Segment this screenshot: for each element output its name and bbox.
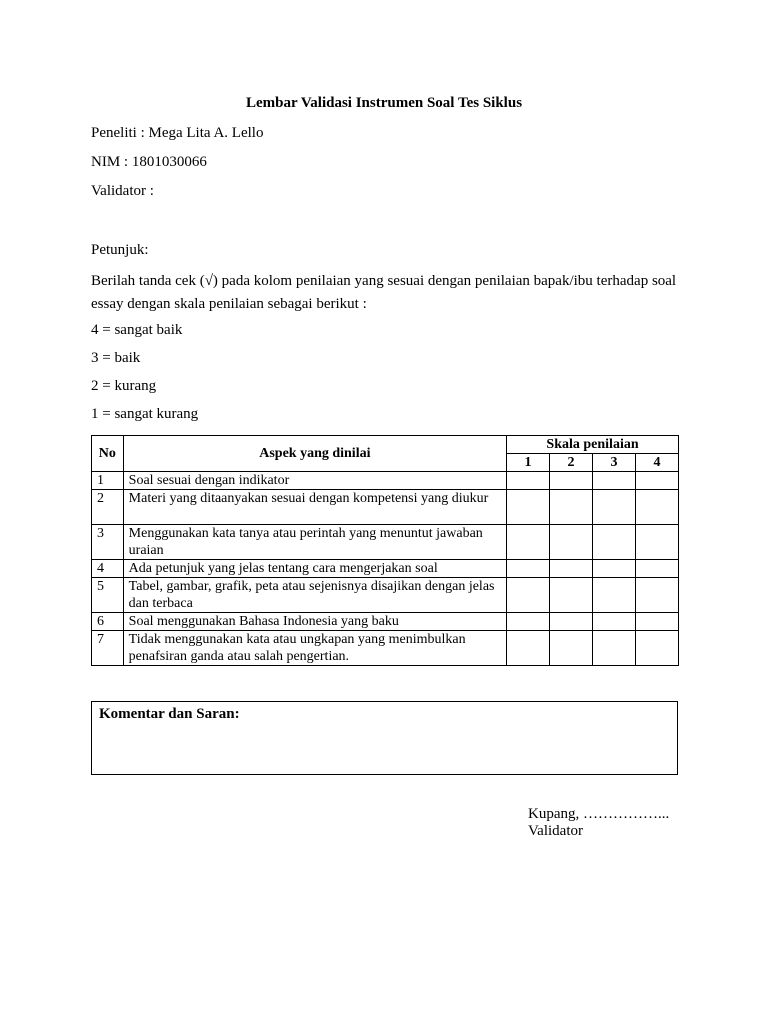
rating-cell-4[interactable] bbox=[635, 490, 678, 525]
validation-table bbox=[91, 435, 679, 666]
rating-cell-3[interactable] bbox=[592, 578, 635, 613]
scale-col-3: 3 bbox=[592, 454, 635, 472]
rating-cell-4[interactable] bbox=[635, 525, 678, 560]
rating-cell-4[interactable] bbox=[635, 578, 678, 613]
row-aspek: Menggunakan kata tanya atau perintah yang menuntut jawaban uraian bbox=[123, 525, 506, 560]
row-aspek: Ada petunjuk yang jelas tentang cara mengerjakan soal bbox=[123, 560, 506, 578]
row-no: 3 bbox=[92, 525, 124, 560]
rating-cell-2[interactable] bbox=[550, 613, 593, 631]
table-row bbox=[92, 613, 679, 631]
rating-cell-2[interactable] bbox=[550, 472, 593, 490]
rating-cell-3[interactable] bbox=[592, 631, 635, 666]
rating-cell-4[interactable] bbox=[635, 560, 678, 578]
rating-cell-2[interactable] bbox=[550, 525, 593, 560]
nim-line: NIM : 1801030066 bbox=[91, 154, 207, 170]
table-row bbox=[92, 490, 679, 525]
header-skala: Skala penilaian bbox=[507, 436, 679, 454]
scale-item-4: 4 = sangat baik bbox=[91, 322, 183, 338]
table-row bbox=[92, 472, 679, 490]
rating-cell-1[interactable] bbox=[507, 578, 550, 613]
scale-item-3: 3 = baik bbox=[91, 350, 141, 366]
rating-cell-1[interactable] bbox=[507, 631, 550, 666]
row-aspek: Soal menggunakan Bahasa Indonesia yang baku bbox=[123, 613, 506, 631]
rating-cell-1[interactable] bbox=[507, 613, 550, 631]
scale-col-1: 1 bbox=[507, 454, 550, 472]
row-no: 2 bbox=[92, 490, 124, 525]
rating-cell-1[interactable] bbox=[507, 490, 550, 525]
scale-item-2: 2 = kurang bbox=[91, 378, 157, 394]
row-no: 4 bbox=[92, 560, 124, 578]
table-row bbox=[92, 560, 679, 578]
comment-label: Komentar dan Saran: bbox=[99, 706, 240, 722]
rating-cell-2[interactable] bbox=[550, 560, 593, 578]
row-no: 1 bbox=[92, 472, 124, 490]
rating-cell-2[interactable] bbox=[550, 631, 593, 666]
row-no: 5 bbox=[92, 578, 124, 613]
instructions-label: Petunjuk: bbox=[91, 242, 149, 258]
scale-item-1: 1 = sangat kurang bbox=[91, 406, 199, 422]
row-aspek: Tidak menggunakan kata atau ungkapan yang menimbulkan penafsiran ganda atau salah pengertian. bbox=[123, 631, 506, 666]
rating-cell-2[interactable] bbox=[550, 578, 593, 613]
rating-cell-4[interactable] bbox=[635, 613, 678, 631]
document-title: Lembar Validasi Instrumen Soal Tes Siklus bbox=[245, 95, 523, 111]
header-no: No bbox=[92, 436, 124, 472]
rating-cell-3[interactable] bbox=[592, 472, 635, 490]
rating-cell-1[interactable] bbox=[507, 525, 550, 560]
validator-line: Validator : bbox=[91, 183, 154, 199]
table-row bbox=[92, 578, 679, 613]
rating-cell-3[interactable] bbox=[592, 525, 635, 560]
table-row bbox=[92, 631, 679, 666]
rating-cell-2[interactable] bbox=[550, 490, 593, 525]
row-aspek: Materi yang ditaanyakan sesuai dengan kompetensi yang diukur bbox=[123, 490, 506, 525]
table-row bbox=[92, 525, 679, 560]
header-aspek: Aspek yang dinilai bbox=[123, 436, 506, 472]
rating-cell-3[interactable] bbox=[592, 560, 635, 578]
comment-box[interactable] bbox=[91, 701, 678, 775]
row-no: 6 bbox=[92, 613, 124, 631]
rating-cell-3[interactable] bbox=[592, 490, 635, 525]
rating-cell-4[interactable] bbox=[635, 631, 678, 666]
rating-cell-3[interactable] bbox=[592, 613, 635, 631]
row-aspek: Soal sesuai dengan indikator bbox=[123, 472, 506, 490]
rating-cell-1[interactable] bbox=[507, 560, 550, 578]
scale-col-2: 2 bbox=[550, 454, 593, 472]
row-aspek: Tabel, gambar, grafik, peta atau sejenisnya disajikan dengan jelas dan terbaca bbox=[123, 578, 506, 613]
rating-cell-4[interactable] bbox=[635, 472, 678, 490]
rating-cell-1[interactable] bbox=[507, 472, 550, 490]
scale-col-4: 4 bbox=[635, 454, 678, 472]
row-no: 7 bbox=[92, 631, 124, 666]
signature-place-date: Kupang, ……………... bbox=[528, 806, 670, 822]
researcher-line: Peneliti : Mega Lita A. Lello bbox=[91, 125, 264, 141]
instruction-text: Berilah tanda cek (√) pada kolom penilaian yang sesuai dengan penilaian bapak/ibu terhadap soal essay dengan skala penilaian sebagai berikut : bbox=[91, 273, 677, 312]
signature-role: Validator bbox=[528, 823, 583, 839]
